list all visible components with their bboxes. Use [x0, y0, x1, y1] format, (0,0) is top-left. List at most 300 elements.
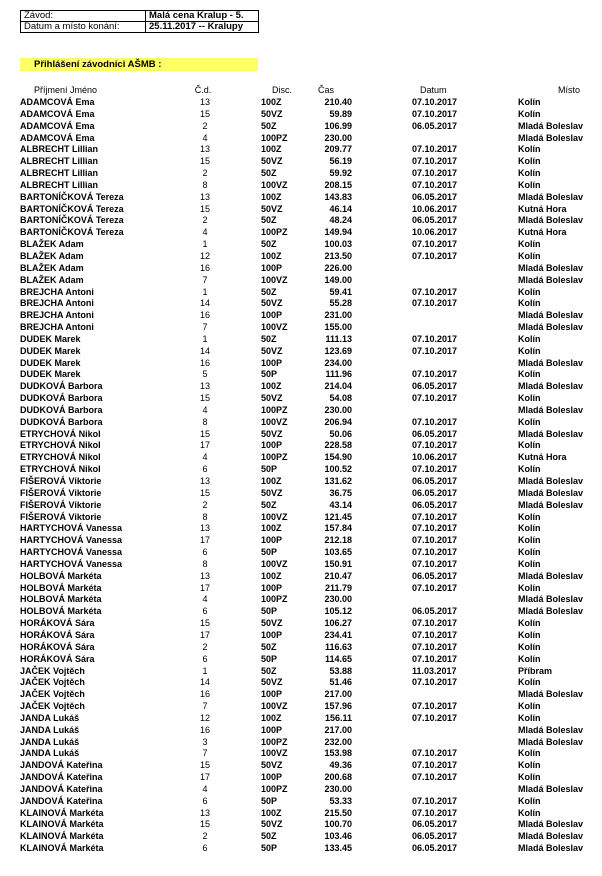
cell-place: Kolín [518, 523, 541, 534]
cell-time: 208.15 [324, 179, 352, 190]
cell-place: Kolín [518, 440, 541, 451]
cell-disc: 50P [261, 795, 278, 806]
cell-disc: 100Z [261, 97, 282, 107]
cell-disc: 100Z [261, 144, 282, 155]
cell-disc: 50Z [261, 168, 277, 179]
table-row [0, 559, 602, 571]
cell-time: 121.45 [324, 511, 352, 522]
cell-date: 07.10.2017 [412, 464, 458, 475]
cell-time: 228.58 [324, 440, 352, 451]
cell-cd: 13 [199, 523, 210, 534]
cell-cd: 17 [199, 535, 210, 546]
table-row [0, 666, 602, 678]
cell-time: 234.41 [324, 629, 352, 640]
cell-cd: 13 [199, 191, 210, 202]
table-row [0, 500, 602, 512]
cell-cd: 16 [199, 262, 210, 273]
cell-disc: 100VZ [261, 701, 288, 712]
header-time: Čas [318, 85, 335, 95]
cell-date: 06.05.2017 [412, 120, 458, 131]
cell-cd: 13 [199, 807, 210, 818]
table-row [0, 381, 602, 393]
cell-cd: 15 [199, 156, 210, 167]
table-row [0, 429, 602, 441]
table-row [0, 476, 602, 488]
cell-name: JANDOVÁ Kateřina [20, 783, 103, 794]
cell-date: 07.10.2017 [412, 156, 458, 167]
cell-place: Mladá Boleslav [518, 310, 584, 321]
cell-time: 149.94 [324, 227, 352, 238]
cell-time: 59.41 [329, 286, 352, 297]
cell-place: Kolín [518, 333, 541, 344]
cell-place: Mladá Boleslav [518, 487, 584, 498]
table-row [0, 275, 602, 287]
table-row [0, 748, 602, 760]
table-row [0, 725, 602, 737]
cell-place: Kolín [518, 807, 541, 818]
cell-disc: 50Z [261, 641, 277, 652]
cell-disc: 50P [261, 464, 278, 475]
cell-name: HARTYCHOVÁ Vanessa [20, 535, 123, 546]
cell-time: 143.83 [324, 191, 352, 202]
cell-date: 11.03.2017 [412, 665, 457, 676]
cell-place: Mladá Boleslav [518, 132, 584, 143]
cell-name: HARTYCHOVÁ Vanessa [20, 558, 123, 569]
cell-disc: 50VZ [261, 819, 283, 830]
cell-place: Mladá Boleslav [518, 783, 584, 794]
cell-place: Kolín [518, 748, 541, 759]
cell-place: Kolín [518, 618, 541, 629]
cell-disc: 100VZ [261, 274, 288, 285]
cell-place: Kolín [518, 286, 541, 297]
cell-date: 06.05.2017 [412, 570, 458, 581]
cell-name: JAČEK Vojtěch [20, 677, 85, 688]
table-row [0, 109, 602, 121]
cell-name: JANDA Lukáš [20, 712, 80, 723]
table-row [0, 239, 602, 251]
cell-cd: 8 [202, 558, 208, 569]
cell-name: ETRYCHOVÁ Nikol [20, 464, 101, 475]
cell-cd: 15 [199, 618, 210, 629]
cell-name: ADAMCOVÁ Ema [20, 132, 95, 143]
cell-name: FIŠEROVÁ Viktorie [20, 499, 102, 510]
cell-disc: 50Z [261, 665, 277, 676]
cell-name: JAČEK Vojtěch [20, 689, 85, 700]
table-row [0, 571, 602, 583]
cell-name: DUDEK Marek [20, 357, 81, 368]
cell-disc: 100Z [261, 250, 282, 261]
cell-name: DUDKOVÁ Barbora [20, 404, 103, 415]
cell-place: Kolín [518, 393, 541, 404]
cell-date: 07.10.2017 [412, 97, 458, 107]
cell-time: 100.52 [324, 464, 352, 475]
table-row [0, 180, 602, 192]
table-row [0, 701, 602, 713]
cell-name: JANDA Lukáš [20, 748, 80, 759]
cell-disc: 50Z [261, 499, 277, 510]
cell-cd: 6 [202, 464, 208, 475]
cell-time: 206.94 [324, 416, 352, 427]
cell-place: Kolín [518, 156, 541, 167]
cell-cd: 15 [199, 203, 210, 214]
cell-cd: 7 [202, 748, 208, 759]
cell-name: KLAINOVÁ Markéta [20, 831, 104, 842]
cell-place: Mladá Boleslav [518, 843, 584, 854]
cell-cd: 2 [202, 215, 208, 226]
cell-date: 07.10.2017 [412, 795, 458, 806]
cell-place: Kolín [518, 416, 541, 427]
cell-place: Mladá Boleslav [518, 736, 584, 747]
cell-cd: 17 [199, 582, 210, 593]
cell-time: 149.00 [324, 274, 352, 285]
cell-place: Kolín [518, 629, 541, 640]
cell-name: DUDEK Marek [20, 369, 81, 380]
cell-date: 06.05.2017 [412, 191, 458, 202]
cell-cd: 7 [202, 274, 208, 285]
cell-name: KLAINOVÁ Markéta [20, 819, 104, 830]
cell-place: Kolín [518, 677, 541, 688]
cell-place: Mladá Boleslav [518, 476, 584, 486]
cell-time: 48.24 [329, 215, 352, 226]
cell-place: Mladá Boleslav [518, 404, 584, 415]
cell-place: Mladá Boleslav [518, 322, 584, 333]
cell-name: JANDA Lukáš [20, 724, 80, 735]
header-place: Místo [558, 85, 581, 95]
table-row [0, 227, 602, 239]
cell-time: 155.00 [324, 322, 352, 333]
table-row [0, 322, 602, 334]
cell-name: HORÁKOVÁ Sára [20, 641, 95, 652]
table-row [0, 310, 602, 322]
cell-date: 07.10.2017 [412, 772, 458, 783]
cell-time: 59.92 [329, 168, 352, 179]
cell-cd: 4 [202, 783, 208, 794]
cell-place: Kolín [518, 144, 541, 155]
cell-place: Kolín [518, 511, 541, 522]
header-name: Příjmení Jméno [34, 85, 98, 95]
cell-place: Mladá Boleslav [518, 428, 584, 439]
cell-name: JANDA Lukáš [20, 736, 80, 747]
cell-time: 111.13 [325, 333, 352, 344]
cell-cd: 6 [202, 843, 208, 854]
cell-time: 53.88 [329, 665, 352, 676]
cell-date: 07.10.2017 [412, 511, 458, 522]
table-row [0, 204, 602, 216]
cell-cd: 8 [202, 511, 208, 522]
cell-disc: 50Z [261, 333, 277, 344]
cell-name: BREJCHA Antoni [20, 298, 94, 309]
cell-date: 06.05.2017 [412, 428, 458, 439]
cell-disc: 50VZ [261, 487, 283, 498]
cell-disc: 100PZ [261, 783, 288, 794]
cell-name: FIŠEROVÁ Viktorie [20, 487, 102, 498]
cell-time: 36.75 [329, 487, 352, 498]
cell-date: 07.10.2017 [412, 547, 458, 558]
cell-disc: 100Z [261, 191, 282, 202]
cell-place: Kolín [518, 558, 541, 569]
table-row [0, 677, 602, 689]
cell-disc: 50Z [261, 120, 277, 131]
table-row [0, 523, 602, 535]
cell-time: 59.89 [329, 108, 352, 119]
cell-name: HARTYCHOVÁ Vanessa [20, 547, 123, 558]
cell-date: 06.05.2017 [412, 606, 458, 617]
cell-name: BREJCHA Antoni [20, 310, 94, 321]
cell-date: 07.10.2017 [412, 440, 458, 451]
cell-place: Kolín [518, 653, 541, 664]
cell-disc: 50Z [261, 831, 277, 842]
cell-date: 07.10.2017 [412, 333, 458, 344]
cell-name: ALBRECHT Lillian [20, 179, 98, 190]
table-row [0, 843, 602, 855]
cell-cd: 15 [199, 393, 210, 404]
cell-time: 154.90 [324, 452, 352, 463]
cell-name: FIŠEROVÁ Viktorie [20, 476, 102, 486]
cell-name: BLAŽEK Adam [20, 250, 84, 261]
cell-time: 234.00 [324, 357, 352, 368]
cell-place: Mladá Boleslav [518, 120, 584, 131]
cell-disc: 100Z [261, 523, 282, 534]
cell-name: HOLBOVÁ Markéta [20, 594, 102, 605]
cell-time: 116.63 [324, 641, 352, 652]
cell-disc: 50VZ [261, 203, 283, 214]
cell-cd: 15 [199, 819, 210, 830]
cell-time: 53.33 [329, 795, 352, 806]
cell-name: ALBRECHT Lillian [20, 168, 98, 179]
cell-cd: 1 [202, 239, 208, 250]
cell-date: 07.10.2017 [412, 250, 458, 261]
cell-name: ETRYCHOVÁ Nikol [20, 440, 101, 451]
table-row [0, 346, 602, 358]
cell-time: 157.96 [324, 701, 352, 712]
cell-date: 07.10.2017 [412, 558, 458, 569]
race-value: Malá cena Kralup - 5. [146, 11, 259, 22]
cell-place: Kolín [518, 712, 541, 723]
cell-name: BARTONÍČKOVÁ Tereza [20, 227, 124, 238]
cell-cd: 14 [199, 298, 210, 309]
cell-date: 07.10.2017 [412, 298, 458, 309]
header-disc: Disc. [272, 85, 292, 95]
cell-disc: 50VZ [261, 156, 283, 167]
cell-disc: 100VZ [261, 558, 288, 569]
cell-cd: 4 [202, 227, 208, 238]
cell-date: 07.10.2017 [412, 523, 458, 534]
header-cd: Č.d. [194, 85, 212, 95]
cell-cd: 13 [199, 476, 210, 486]
cell-place: Kolín [518, 97, 541, 107]
table-row [0, 440, 602, 452]
table-row [0, 405, 602, 417]
cell-time: 43.14 [329, 499, 352, 510]
cell-disc: 100PZ [261, 452, 288, 463]
cell-disc: 50P [261, 606, 278, 617]
cell-place: Mladá Boleslav [518, 606, 584, 617]
table-row [0, 784, 602, 796]
table-row [0, 156, 602, 168]
cell-place: Kolín [518, 168, 541, 179]
cell-disc: 50VZ [261, 393, 283, 404]
cell-place: Kolín [518, 547, 541, 558]
cell-place: Kutná Hora [518, 452, 567, 463]
table-row [0, 121, 602, 133]
cell-place: Kolín [518, 464, 541, 475]
cell-place: Kolín [518, 239, 541, 250]
cell-cd: 13 [199, 144, 210, 155]
cell-place: Kolín [518, 250, 541, 261]
cell-disc: 50VZ [261, 677, 283, 688]
cell-disc: 100P [261, 310, 283, 321]
cell-place: Kolín [518, 179, 541, 190]
cell-cd: 6 [202, 606, 208, 617]
cell-time: 46.14 [329, 203, 352, 214]
cell-place: Mladá Boleslav [518, 689, 584, 700]
table-row [0, 358, 602, 370]
cell-time: 133.45 [324, 843, 352, 854]
cell-name: ALBRECHT Lillian [20, 156, 98, 167]
cell-cd: 12 [199, 712, 210, 723]
cell-cd: 16 [199, 724, 210, 735]
table-row [0, 630, 602, 642]
cell-disc: 50VZ [261, 428, 283, 439]
cell-date: 07.10.2017 [412, 108, 458, 119]
cell-name: ADAMCOVÁ Ema [20, 120, 95, 131]
cell-date: 07.10.2017 [412, 712, 458, 723]
cell-cd: 1 [202, 665, 208, 676]
cell-time: 100.03 [324, 239, 352, 250]
cell-name: DUDKOVÁ Barbora [20, 393, 103, 404]
cell-cd: 3 [202, 736, 208, 747]
table-row [0, 618, 602, 630]
cell-name: HOLBOVÁ Markéta [20, 582, 102, 593]
cell-disc: 100P [261, 629, 283, 640]
cell-time: 226.00 [324, 262, 352, 273]
cell-disc: 50Z [261, 215, 277, 226]
table-row [0, 819, 602, 831]
race-info-table [20, 10, 259, 33]
cell-time: 54.08 [329, 393, 352, 404]
cell-cd: 17 [199, 772, 210, 783]
cell-date: 06.05.2017 [412, 381, 458, 392]
cell-date: 07.10.2017 [412, 286, 458, 297]
table-row [0, 192, 602, 204]
cell-time: 230.00 [324, 783, 352, 794]
cell-place: Mladá Boleslav [518, 499, 584, 510]
cell-place: Mladá Boleslav [518, 274, 584, 285]
cell-time: 230.00 [324, 594, 352, 605]
cell-place: Mladá Boleslav [518, 191, 584, 202]
cell-time: 209.77 [324, 144, 352, 155]
cell-cd: 2 [202, 641, 208, 652]
table-row [0, 808, 602, 820]
cell-cd: 15 [199, 428, 210, 439]
cell-disc: 100P [261, 535, 283, 546]
cell-time: 210.40 [324, 97, 352, 107]
cell-time: 211.79 [324, 582, 352, 593]
cell-cd: 15 [199, 108, 210, 119]
cell-disc: 50P [261, 547, 278, 558]
table-row [0, 642, 602, 654]
cell-date: 06.05.2017 [412, 831, 458, 842]
cell-time: 232.00 [324, 736, 352, 747]
cell-disc: 100PZ [261, 594, 288, 605]
cell-cd: 7 [202, 701, 208, 712]
cell-time: 217.00 [324, 689, 352, 700]
cell-cd: 2 [202, 831, 208, 842]
cell-disc: 50VZ [261, 760, 283, 771]
cell-cd: 5 [202, 369, 208, 380]
cell-place: Příbram [518, 665, 553, 676]
cell-disc: 100Z [261, 476, 282, 486]
cell-name: DUDEK Marek [20, 333, 81, 344]
cell-disc: 50Z [261, 239, 277, 250]
cell-name: DUDKOVÁ Barbora [20, 381, 103, 392]
cell-place: Mladá Boleslav [518, 357, 584, 368]
cell-date: 06.05.2017 [412, 476, 458, 486]
cell-cd: 4 [202, 132, 208, 143]
cell-place: Mladá Boleslav [518, 262, 584, 273]
cell-time: 55.28 [329, 298, 352, 309]
table-row [0, 583, 602, 595]
table-row [0, 772, 602, 784]
cell-place: Kolín [518, 298, 541, 309]
header-date: Datum [420, 85, 447, 95]
cell-time: 56.19 [329, 156, 352, 167]
cell-place: Kolín [518, 772, 541, 783]
cell-name: HOLBOVÁ Markéta [20, 570, 102, 581]
table-row [0, 452, 602, 464]
cell-name: DUDKOVÁ Barbora [20, 416, 103, 427]
cell-disc: 100P [261, 440, 283, 451]
table-row [0, 133, 602, 145]
cell-time: 51.46 [329, 677, 352, 688]
cell-date: 07.10.2017 [412, 416, 458, 427]
date-place-label: Datum a místo konání: [21, 22, 146, 33]
cell-date: 06.05.2017 [412, 843, 458, 854]
cell-time: 213.50 [324, 250, 352, 261]
cell-name: KLAINOVÁ Markéta [20, 807, 104, 818]
cell-disc: 50VZ [261, 298, 283, 309]
table-row [0, 512, 602, 524]
table-row [0, 689, 602, 701]
cell-cd: 17 [199, 440, 210, 451]
cell-cd: 13 [199, 97, 210, 107]
date-place-row [21, 22, 259, 33]
cell-cd: 16 [199, 357, 210, 368]
table-row [0, 547, 602, 559]
cell-disc: 50Z [261, 286, 277, 297]
cell-date: 07.10.2017 [412, 535, 458, 546]
cell-time: 153.98 [324, 748, 352, 759]
table-row [0, 464, 602, 476]
cell-date: 07.10.2017 [412, 677, 458, 688]
cell-cd: 12 [199, 250, 210, 261]
cell-name: ADAMCOVÁ Ema [20, 108, 95, 119]
cell-time: 103.46 [324, 831, 352, 842]
table-row [0, 168, 602, 180]
section-title: Přihlášení závodníci AŠMB : [20, 58, 258, 71]
cell-date: 07.10.2017 [412, 807, 458, 818]
race-row [21, 11, 259, 22]
cell-disc: 100Z [261, 807, 282, 818]
cell-disc: 50P [261, 653, 278, 664]
cell-disc: 100PZ [261, 736, 288, 747]
cell-cd: 15 [199, 760, 210, 771]
cell-cd: 2 [202, 168, 208, 179]
cell-name: ETRYCHOVÁ Nikol [20, 452, 101, 463]
cell-time: 100.70 [324, 819, 352, 830]
cell-name: BARTONÍČKOVÁ Tereza [20, 203, 124, 214]
cell-date: 07.10.2017 [412, 144, 458, 155]
